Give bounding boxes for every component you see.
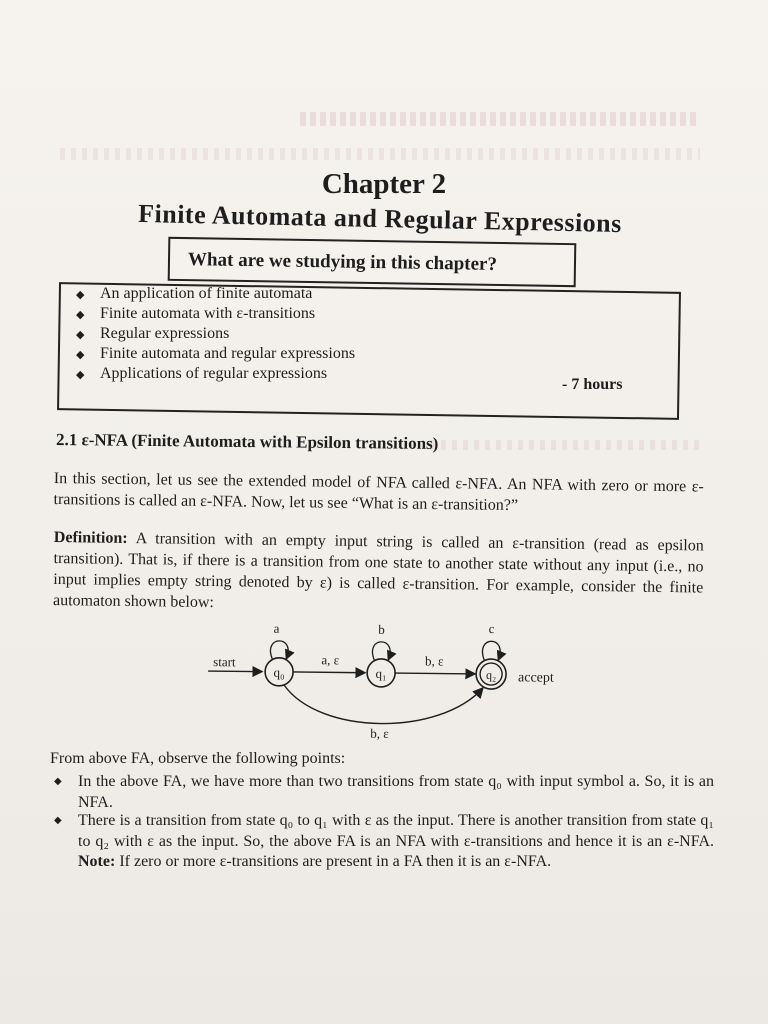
diamond-bullet-icon: ◆ xyxy=(54,815,62,826)
edge-q1-q2 xyxy=(395,673,475,674)
section-heading: 2.1 ε-NFA (Finite Automata with Epsilon transitions) xyxy=(55,430,439,454)
diamond-bullet-icon: ◆ xyxy=(76,289,85,301)
self-loop-q0 xyxy=(270,641,288,659)
definition-label: Definition: xyxy=(53,528,128,547)
accept-label: accept xyxy=(517,670,554,686)
start-label: start xyxy=(213,654,236,670)
list-item: ◆ Applications of regular expressions xyxy=(76,364,436,384)
diamond-bullet-icon: ◆ xyxy=(76,369,85,381)
chapter-duration: - 7 hours xyxy=(562,376,623,393)
edge-q0-q1 xyxy=(293,672,365,673)
start-arrow xyxy=(208,671,262,672)
edge-q0-q2-label: b, ε xyxy=(370,725,389,741)
observations-heading: From above FA, observe the following points: xyxy=(50,750,346,767)
diamond-bullet-icon: ◆ xyxy=(76,309,85,321)
self-loop-q1-label: b xyxy=(378,621,385,637)
self-loop-q1 xyxy=(372,642,390,660)
note-text: If zero or more ε-transitions are present in a FA then it is an ε-NFA. xyxy=(119,853,552,870)
observation-point: ◆ In the above FA, we have more than two transitions from state q₀ with input symbol a. So, it is an NFA. xyxy=(54,773,714,811)
note-label: Note: xyxy=(78,853,116,870)
list-item: ◆ Regular expressions xyxy=(76,324,436,344)
state-q2-label: q₂ xyxy=(485,668,497,683)
self-loop-q0-label: a xyxy=(273,620,280,636)
observation-point xyxy=(54,811,714,873)
observation-text: There is a transition from state q₀ to q₁ with ε as the input. There is another transition from state q₁ to q₂ with ε as the input. So, the above FA is an NFA with ε-transitions and hence it is an ε-NFA. xyxy=(78,812,714,850)
definition-text: A transition with an empty input string is called an ε-transition (read as epsilon transition). That is, if there is a transition from one state to another state without any input (i.e., no input implies empty string denoted by ε) is called ε-transition. For example, consider the finite automaton shown below: xyxy=(52,530,704,612)
state-q0-label: q₀ xyxy=(273,664,285,680)
study-box-heading-frame xyxy=(168,237,577,287)
list-item: ◆ An application of finite automata xyxy=(76,284,436,304)
self-loop-q2-label: c xyxy=(488,621,495,637)
study-box-heading: What are we studying in this chapter? xyxy=(187,249,498,275)
chapter-title: Finite Automata and Regular Expressions xyxy=(137,198,623,239)
bleed-through-decoration xyxy=(60,148,700,160)
intro-paragraph: In this section, let us see the extended model of NFA called ε-NFA. An NFA with zero or more ε-transitions is called an ε-NFA. Now, let us see “What is an ε-transition?” xyxy=(53,469,704,515)
list-item: ◆ Finite automata with ε-transitions xyxy=(76,304,436,324)
topic-list xyxy=(76,284,436,384)
bleed-through-decoration xyxy=(430,440,700,450)
diamond-bullet-icon: ◆ xyxy=(54,776,62,787)
edge-q0-q2 xyxy=(284,685,483,725)
epsilon-nfa-diagram xyxy=(199,616,580,750)
chapter-number: Chapter 2 xyxy=(321,168,447,200)
diamond-bullet-icon: ◆ xyxy=(76,349,85,361)
diamond-bullet-icon: ◆ xyxy=(76,329,85,341)
edge-q0-q1-label: a, ε xyxy=(321,652,340,668)
state-q1-label: q₁ xyxy=(375,665,387,681)
self-loop-q2 xyxy=(482,641,500,660)
definition-paragraph xyxy=(53,527,704,620)
edge-q1-q2-label: b, ε xyxy=(424,653,444,669)
fa-svg xyxy=(199,616,580,750)
bleed-through-decoration xyxy=(300,112,700,126)
list-item: ◆ Finite automata and regular expressions xyxy=(76,344,436,364)
